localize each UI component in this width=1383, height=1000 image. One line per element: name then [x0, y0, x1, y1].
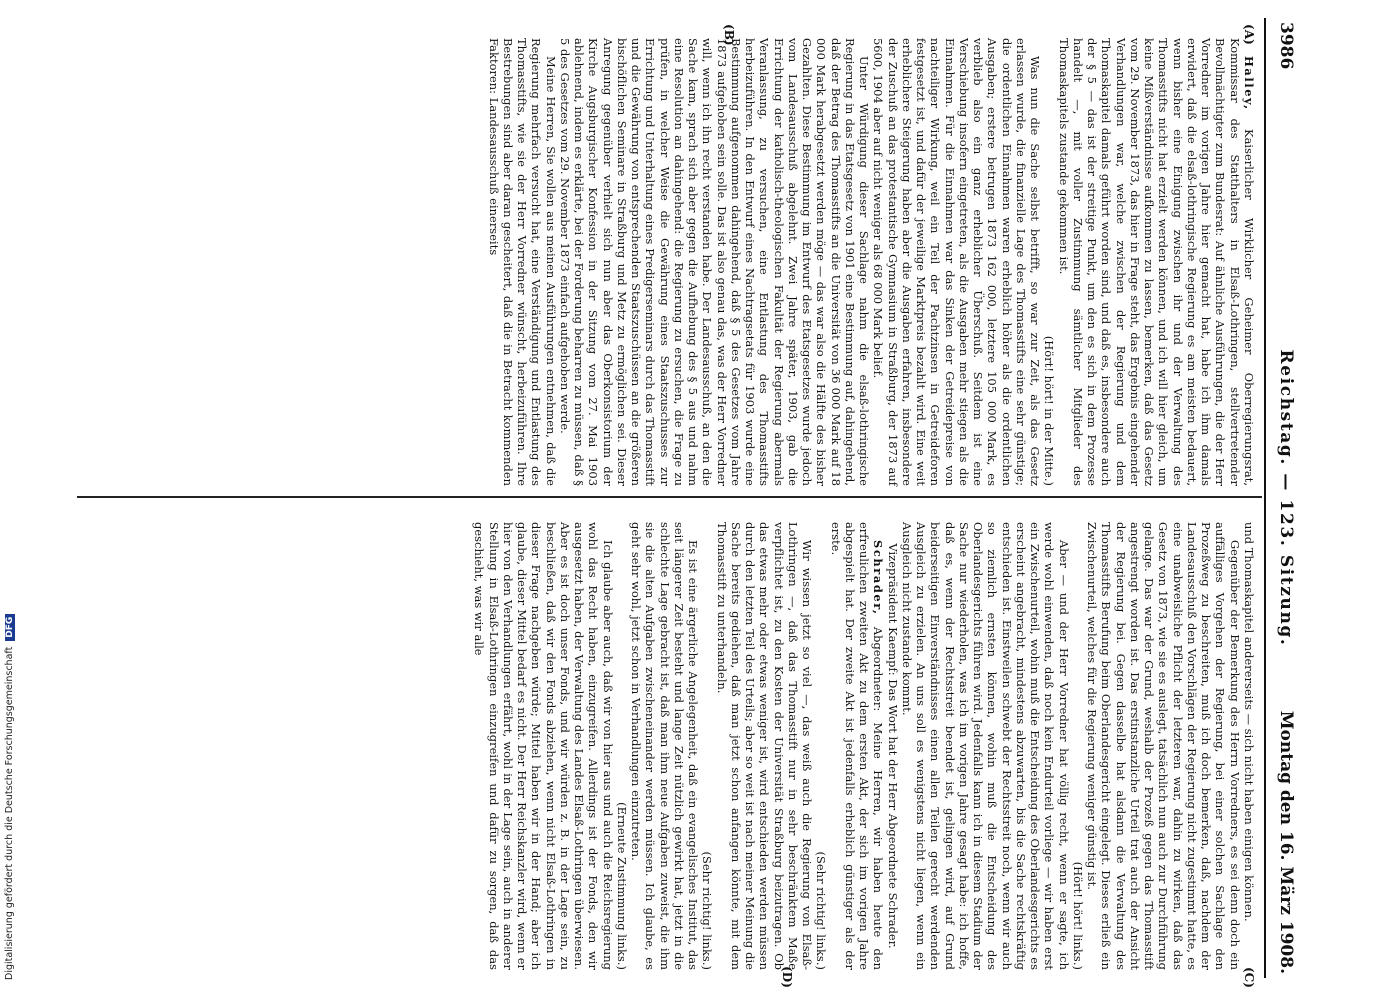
header-rule	[1264, 18, 1266, 978]
paragraph: Was nun die Sache selbst betrifft, so war zur Zeit, als das Gesetz erlassen wurde, die finanzielle Lage des Thomasstifts eine sehr günstige; die ordentlichen Einnahmen waren erheblich höher als die ordentlichen Ausgaben; erstere betrugen 1873 162 000, letztere 105 000 Mark, es verblieb also ein ganz erheblicher Überschuß. Seitdem ist eine Verschiebung insofern eingetreten, als die Ausgaben mehr stiegen als die Einnahmen. Für die Einnahmen war das Sinken der Getreidepreise von nachteiliger Wirkung, weil ein Teil der Pachtzinsen in Getreideforen festgesetzt ist, und dafür der jeweilige Marktpreis bezahlt wird. Eine weit erheblichere Steigerung haben aber die Ausgaben erfahren, insbesondere der Zuschuß an das protestantische Gymnasium in Straßburg, der 1873 auf 5600, 1904 aber auf nicht weniger als 68 000 Mark belief.	[871, 38, 1043, 486]
paragraph: Aber — und der Herr Vorredner hat völlig recht, wenn er sagte, ich werde wohl einwenden, daß noch kein Endurteil vorliege — wir haben erst ein Zwischenurteil, wohin muß die Entscheidung des Oberlandesgerichts es erscheint angebracht, mindestens abzuwarten, bis die Sache rechtskräftig entschieden ist. Einstweilen schwebt der Rechtsstreit noch, wenn wir auch so ziemlich ernsten können, wohin muß die Entscheidung des Oberlandesgerichts führen wird. Jedenfalls kann ich in diesem Stadium der Sache nur wiederholen, was ich im vorigen Jahre gesagt habe: ich hoffe, daß es, wenn der Rechtsstreit beendet ist, gelingen wird, auf Grund beiderseitigen Einverständnisses einen allen Teilen gerecht werdenden Ausgleich zu erzielen. An uns soll es wenigstens nicht liegen, wenn ein Ausgleich nicht zustande kommt.	[900, 522, 1071, 970]
president-remark: Vizepräsident Kaempf: Das Wort hat der Herr Abgeordnete Schrader.	[885, 543, 900, 949]
paragraph: Es ist eine ärgerliche Angelegenheit, daß ein evangelisches Institut, das seit längerer Zeit besteht und lange Zeit nützlich gewirkt hat, jetzt in die schlechte Lage gebracht ist, daß man ihm neue Aufgaben zuweist, die ihm sie die alten Aufgaben zwischeneinander werden müssen. Ich glaube, es geht sehr wohl, jetzt schon in Verhandlungen einzutreten.	[629, 522, 701, 970]
interjection: (Hört! hört! links.)	[1071, 861, 1085, 970]
paragraph	[1057, 38, 1257, 486]
paragraph: Unter Würdigung dieser Sachlage nahm die elsaß-lothringische Regierung in das Etatsgesetz von 1901 eine Bestimmung auf, dahingehend, daß der Betrag des Thomasstifts an die Universität von 36 000 Mark auf 18 000 Mark herabgesetzt werden möge — das war also die Hälfte des bisher Gezahlten. Diese Bestimmung im Entwurf des Etatsgesetzes wurde jedoch vom Landesausschuß abgelehnt. Zwei Jahre später, 1903, gab die Errichtung der katholisch-theologischen Fakultät der Regierung abermals Veranlassung, zu versuchen, eine Entlastung des Thomasstifts herbeizuführen. In den Entwurf eines Nachtragsetats für 1903 wurde eine Bestimmung aufgenommen dahingehend, daß § 5 des Gesetzes vom Jahre 1873 aufgehoben sein solle. Das ist also genau das, was der Herr Vorredner will, wenn ich ihn recht verstanden habe. Der Landesausschuß, an den die Sache kam, sprach sich aber gegen die Aufhebung des § 5 aus und nahm eine Resolution an dahingehend: die Regierung zu ersuchen, die Frage zu prüfen, in welcher Weise die Gewährung eines Staatszuschusses zur Errichtung und Unterhaltung eines Predigerseminars durch das Thomasstift und die Gewährung von entsprechenden Staatszuschüssen an die größeren bischöflichen Seminare in Straßburg und Metz zu ermöglichen sei. Dieser Anregung gegenüber verhielt sich nun aber das Oberkonsistorium der Kirche Augsburgischer Konfession in der Sitzung vom 27. Mai 1903 ablehnend, indem es erklärte, bei der Forderung beharren zu müssen, daß § 5 des Gesetzes vom 29. November 1873 einfach aufgehoben werde.	[558, 38, 872, 486]
document-page	[75, 18, 1300, 988]
speaker-name: Schrader,	[871, 540, 886, 616]
paragraph-text: Kaiserlicher Wirklicher Geheimer Oberregierungsrat, Kommissar des Statthalters in Elsaß-Lothringen, stellvertretender Bevollmächtigter zum Bundesrat: Auf ähnliche Ausführungen, die der Herr Vorredner im vorigen Jahre hier gemacht hat, habe ich ihm damals erwidert, daß die elsaß-lothringische Regierung es am meisten bedauert, wenn bisher eine Einigung zwischen ihr und der Verwaltung des Thomasstifts nicht hat erzielt werden können, und ich will hier gleich, um keine Mißverständnisse aufkommen zu lassen, bemerken, daß das Gesetz vom 29. November 1873, das hier in Frage steht, das Ergebnis eingehender Verhandlungen war, welche zwischen der Regierung und dem Thomaskapitel damals geführt worden sind, und daß es, insbesondere auch der § 5 — das ist der streitige Punkt, um den es sich in dem Prozesse handelt —, mit voller Zustimmung sämtlicher Mitglieder des Thomaskapitels zustande gekommen ist.	[1056, 38, 1256, 486]
paragraph: Gegenüber der Bemerkung des Herrn Vorredners, es sei denn doch ein auffälliges Vorgehen der Regierung, bei einer solchen Sachlage den Prozeßweg zu beschreiten, muß ich doch bemerken, daß, nachdem der Landesausschuß den Vorschlägen der Regierung nicht zugestimmt hatte, es eine unabweisliche Pflicht der letzteren war, dahin zu wirken, daß das Gesetz von 1873, wie sie es auslegt, tatsächlich nun auch zur Durchführung gelange. Das war der Grund, weshalb der Prozeß gegen das Thomasstift angestrengt worden ist. Das erstinstanzliche Urteil trat auch der Ansicht der Regierung bei. Gegen dasselbe hat alsdann die Verwaltung des Thomasstifts Berufung beim Oberlandesgericht eingelegt. Dieses erließ ein Zwischenurteil, welches für die Regierung weniger günstig ist.	[1085, 522, 1242, 970]
page-title: Reichstag. — 123. Sitzung.	[1276, 349, 1296, 647]
margin-mark-d: (D)	[780, 966, 794, 988]
interjection: (Hört! hört! in der Mitte.)	[1042, 335, 1057, 486]
paragraph: Ich glaube aber auch, daß wir von hier aus und auch die Reichsregierung wohl das Recht haben, einzugreifen. Allerdings ist der Fonds, den wir ausgesetzt haben, der Verwaltung des Landes Elsaß-Lothringen überwiesen. Aber es ist doch unser Fonds, und wir würden z. B. in der Lage sein, zu beschließen, daß wir den Fonds abziehen, wenn nicht Elsaß-Lothringen in dieser Frage nachgeben würde; Mittel haben wir in der Hand; aber ich glaube, dieser Mittel bedarf es nicht. Der Herr Reichskanzler wird, wenn er hier von den Verhandlungen erfährt, wohl in der Lage sein, auch in anderer Stellung in Elsaß-Lothringen einzugreifen und dafür zu sorgen, daß das geschieht, was wir alle	[472, 522, 615, 970]
paragraph-text: Abgeordneter: Meine Herren, wir haben heute den erfreulichen zweiten Akt zu dem ersten Akt, der sich im vorigen Jahre abgespielt hat. Der zweite Akt ist jedenfalls erheblich günstiger als der erste.	[828, 522, 886, 970]
interjection: (Erneute Zustimmung links.)	[615, 802, 629, 970]
interjection: (Sehr richtig! links.)	[700, 851, 715, 970]
margin-mark-c: (C)	[1242, 966, 1256, 988]
interjection: (Sehr richtig! links.)	[814, 851, 829, 970]
funding-note	[4, 0, 18, 980]
paragraph: Wir wissen jetzt so viel —, das weiß auch die Regierung von Elsaß-Lothringen —, daß das Thomasstift nur in sehr beschränktem Maße verpflichtet ist, zu den Kosten der Universität Straßburg beizutragen. Ob das etwas mehr oder etwas weniger ist, wird entschieden werden müssen durch den letzten Teil des Urteils; aber so weit ist nach meiner Meinung die Sache bereits gediehen, daß man jetzt schon anfangen könnte, mit dem Thomasstift zu unterhandeln.	[714, 522, 815, 970]
paragraph: und Thomaskapitel andererseits — sich nicht haben einigen können.	[1242, 522, 1256, 922]
paragraph: Meine Herren, Sie wollen aus meinen Ausführungen entnehmen, daß die Regierung mehrfach versucht hat, eine Verständigung und Entlastung des Thomasstifts, wie sie der Herr Vorredner wünscht, herbeizuführen. Ihre Bestrebungen sind aber daran gescheitert, daß die in Betracht kommenden Faktoren: Landesausschuß einerseits	[486, 38, 558, 486]
margin-mark-a: (A)	[1242, 24, 1256, 45]
speaker-name: Halley,	[1242, 56, 1256, 111]
margin-mark-b: (B)	[722, 24, 736, 46]
column-divider	[77, 496, 1262, 498]
page-date: Montag den 16. März 1908.	[1276, 710, 1296, 974]
left-column	[486, 24, 1257, 486]
funding-text: Digitalisierung gefördert durch die Deutsche Forschungsgemeinschaft	[4, 646, 15, 980]
dfg-logo: DFG	[5, 614, 15, 641]
right-column	[472, 522, 1256, 988]
page-number: 3986	[1276, 22, 1296, 70]
page-header	[1270, 18, 1300, 978]
paragraph	[829, 522, 886, 970]
